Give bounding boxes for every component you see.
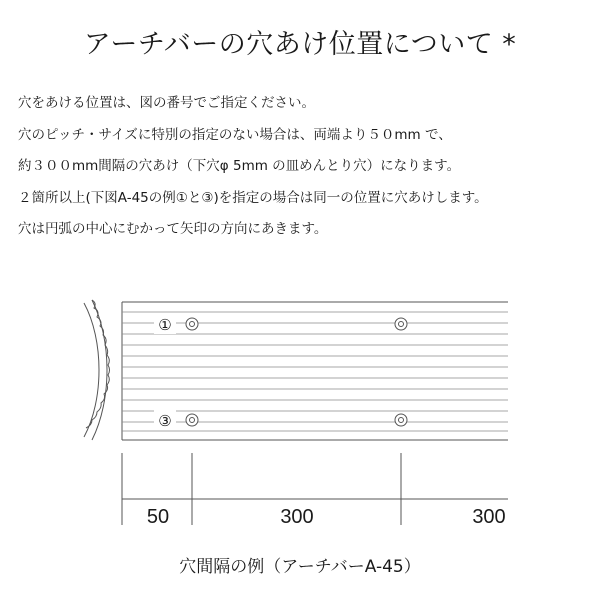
dimension-label: 50: [146, 506, 170, 528]
hole-top-right: [395, 318, 407, 330]
dimension-label: 300: [280, 506, 314, 528]
diagram-svg: [0, 290, 600, 530]
arch-bar-diagram: [0, 290, 600, 530]
note-line: 穴は円弧の中心にむかって矢印の方向にあきます。: [18, 221, 328, 237]
figure-caption: 穴間隔の例（アーチバーA-45）: [179, 557, 421, 577]
hole-bottom-right: [395, 414, 407, 426]
page-title: アーチバーの穴あけ位置について *: [83, 29, 517, 60]
dimension-lines: [122, 453, 508, 525]
hole-bottom-left: [186, 414, 198, 426]
note-line: 穴をあける位置は、図の番号でご指定ください。: [18, 95, 315, 111]
dimension-label: 300: [472, 506, 506, 528]
arch-profile: [84, 300, 110, 440]
hole-top-left: [186, 318, 198, 330]
bar-grooves: [122, 312, 508, 431]
note-line: 穴のピッチ・サイズに特別の指定のない場合は、両端より５０mm で、: [18, 126, 452, 143]
note-line: 約３００mm間隔の穴あけ（下穴φ 5mm の皿めんとり穴）になります。: [18, 158, 461, 174]
marker-3: ③: [158, 412, 172, 430]
marker-1: ①: [158, 316, 172, 334]
instructions: [18, 88, 588, 246]
note-line: ２箇所以上(下図A-45の例①と③)を指定の場合は同一の位置に穴あけします。: [18, 189, 488, 206]
